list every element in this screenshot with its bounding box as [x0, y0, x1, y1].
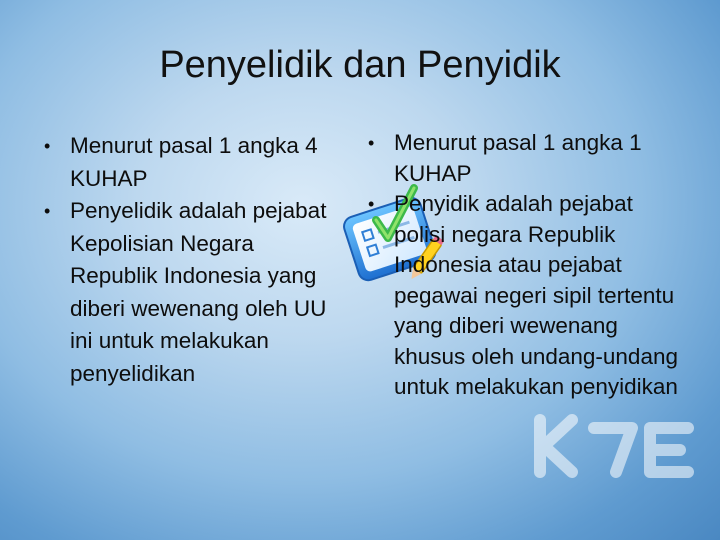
slide-title: Penyelidik dan Penyidik [159, 44, 561, 86]
bullet-icon: • [44, 201, 51, 221]
list-item [368, 189, 688, 403]
bullet-icon: • [44, 136, 51, 156]
list-item [368, 128, 688, 189]
bullet-icon: • [368, 133, 375, 153]
bullet-icon: • [368, 194, 375, 214]
right-item-text: Menurut pasal 1 angka 1 KUHAP [394, 130, 642, 186]
left-item-text: Penyelidik adalah pejabat Kepolisian Negara Republik Indonesia yang diberi wewenang oleh UU ini untuk melakukan penyelidikan [70, 198, 327, 386]
left-column [44, 130, 344, 390]
right-item-text: Penyidik adalah pejabat polisi negara Republik Indonesia atau pejabat pegawai negeri sipil tertentu yang diberi wewenang khusus oleh undang-undang untuk melakukan penyidikan [394, 191, 678, 399]
list-item [44, 195, 344, 390]
right-column [368, 128, 688, 403]
left-item-text: Menurut pasal 1 angka 4 KUHAP [70, 133, 318, 191]
list-item [44, 130, 344, 195]
